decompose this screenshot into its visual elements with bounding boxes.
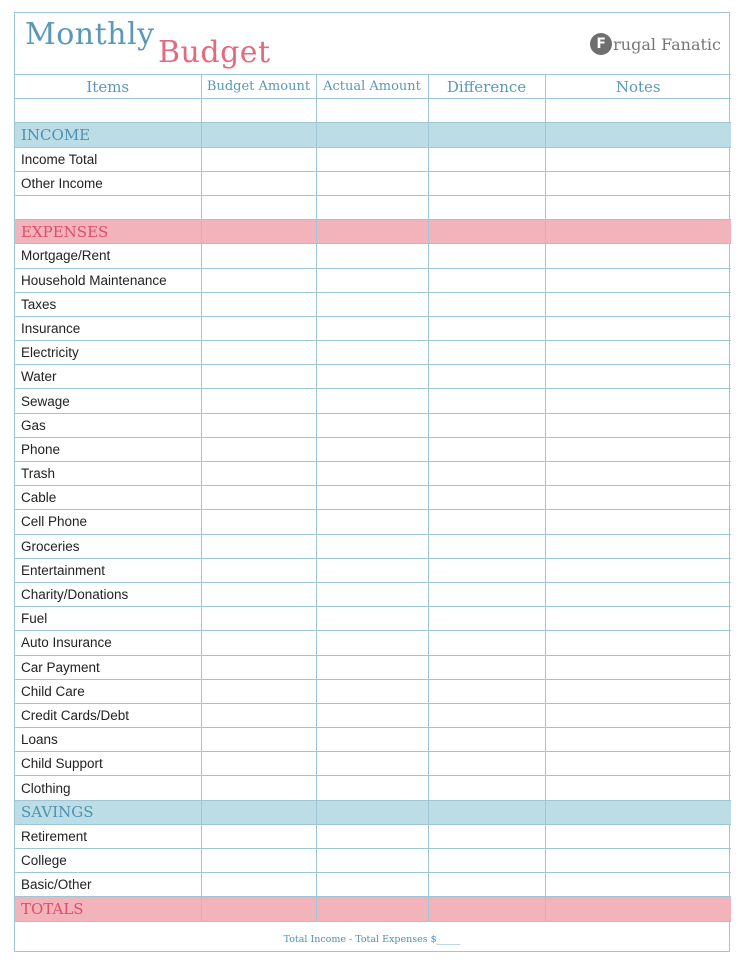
entry-cell[interactable] — [201, 631, 316, 655]
sheet-header — [15, 13, 729, 75]
row-label: SAVINGS — [15, 800, 201, 824]
entry-cell[interactable] — [545, 679, 731, 703]
entry-cell[interactable] — [428, 244, 545, 268]
title-budget: Budget — [158, 35, 271, 70]
brand-name: rugal Fanatic — [613, 34, 721, 54]
entry-cell[interactable] — [428, 486, 545, 510]
entry-cell[interactable] — [201, 655, 316, 679]
table-row — [15, 365, 731, 389]
table-row — [15, 776, 731, 800]
entry-cell[interactable] — [545, 462, 731, 486]
entry-cell[interactable] — [428, 873, 545, 897]
entry-cell[interactable] — [545, 897, 731, 921]
entry-cell[interactable] — [545, 800, 731, 824]
row-label: Retirement — [15, 824, 201, 848]
table-row — [15, 728, 731, 752]
row-label: Household Maintenance — [15, 268, 201, 292]
table-body — [15, 99, 731, 921]
entry-cell[interactable] — [545, 316, 731, 340]
entry-cell[interactable] — [201, 534, 316, 558]
entry-cell[interactable] — [428, 897, 545, 921]
entry-cell[interactable] — [316, 752, 428, 776]
entry-cell[interactable] — [545, 195, 731, 219]
entry-cell[interactable] — [545, 752, 731, 776]
entry-cell[interactable] — [545, 607, 731, 631]
entry-cell[interactable] — [428, 99, 545, 123]
entry-cell[interactable] — [316, 703, 428, 727]
col-notes: Notes — [545, 75, 731, 99]
entry-cell[interactable] — [201, 607, 316, 631]
row-label: INCOME — [15, 123, 201, 147]
entry-cell[interactable] — [428, 703, 545, 727]
entry-cell[interactable] — [545, 268, 731, 292]
section-income — [15, 123, 731, 147]
entry-cell[interactable] — [201, 486, 316, 510]
entry-cell[interactable] — [428, 534, 545, 558]
table-row — [15, 437, 731, 461]
entry-cell[interactable] — [428, 728, 545, 752]
entry-cell[interactable] — [201, 341, 316, 365]
entry-cell[interactable] — [201, 800, 316, 824]
entry-cell[interactable] — [545, 413, 731, 437]
entry-cell[interactable] — [316, 655, 428, 679]
row-label: Fuel — [15, 607, 201, 631]
entry-cell[interactable] — [316, 897, 428, 921]
table-row — [15, 510, 731, 534]
table-row — [15, 486, 731, 510]
entry-cell[interactable] — [545, 437, 731, 461]
row-label: Credit Cards/Debt — [15, 703, 201, 727]
row-label: Loans — [15, 728, 201, 752]
row-label: Water — [15, 365, 201, 389]
section-savings — [15, 800, 731, 824]
entry-cell[interactable] — [316, 849, 428, 873]
row-label: Groceries — [15, 534, 201, 558]
row-label: Cell Phone — [15, 510, 201, 534]
entry-cell[interactable] — [545, 171, 731, 195]
entry-cell[interactable] — [545, 486, 731, 510]
section-expenses — [15, 220, 731, 244]
table-row — [15, 268, 731, 292]
table-row — [15, 752, 731, 776]
section-totals — [15, 897, 731, 921]
entry-cell[interactable] — [545, 341, 731, 365]
row-label: Charity/Donations — [15, 582, 201, 606]
entry-cell[interactable] — [201, 582, 316, 606]
table-row — [15, 631, 731, 655]
entry-cell[interactable] — [428, 268, 545, 292]
entry-cell[interactable] — [428, 631, 545, 655]
entry-cell[interactable] — [201, 292, 316, 316]
entry-cell[interactable] — [316, 413, 428, 437]
entry-cell[interactable] — [545, 292, 731, 316]
col-actual-amount: Actual Amount — [316, 75, 428, 99]
entry-cell[interactable] — [428, 607, 545, 631]
budget-sheet — [14, 12, 730, 952]
entry-cell[interactable] — [201, 462, 316, 486]
table-row — [15, 244, 731, 268]
entry-cell[interactable] — [428, 558, 545, 582]
entry-cell[interactable] — [201, 897, 316, 921]
row-label: College — [15, 849, 201, 873]
table-row — [15, 824, 731, 848]
row-label — [15, 195, 201, 219]
entry-cell[interactable] — [201, 437, 316, 461]
entry-cell[interactable] — [428, 800, 545, 824]
entry-cell[interactable] — [316, 316, 428, 340]
entry-cell[interactable] — [545, 558, 731, 582]
table-row — [15, 341, 731, 365]
brand-logo — [590, 33, 721, 55]
entry-cell[interactable] — [428, 316, 545, 340]
entry-cell[interactable] — [316, 123, 428, 147]
entry-cell[interactable] — [428, 582, 545, 606]
row-label: Entertainment — [15, 558, 201, 582]
entry-cell[interactable] — [428, 510, 545, 534]
entry-cell[interactable] — [545, 147, 731, 171]
entry-cell[interactable] — [428, 389, 545, 413]
row-label: Cable — [15, 486, 201, 510]
entry-cell[interactable] — [316, 195, 428, 219]
entry-cell[interactable] — [545, 123, 731, 147]
entry-cell[interactable] — [316, 558, 428, 582]
table-row — [15, 171, 731, 195]
entry-cell[interactable] — [428, 752, 545, 776]
entry-cell[interactable] — [545, 365, 731, 389]
entry-cell[interactable] — [428, 679, 545, 703]
entry-cell[interactable] — [316, 389, 428, 413]
entry-cell[interactable] — [316, 510, 428, 534]
table-row — [15, 655, 731, 679]
entry-cell[interactable] — [316, 534, 428, 558]
row-label: Sewage — [15, 389, 201, 413]
table-row — [15, 558, 731, 582]
entry-cell[interactable] — [316, 341, 428, 365]
row-label: Gas — [15, 413, 201, 437]
table-row — [15, 582, 731, 606]
brand-circle-icon: F — [590, 33, 612, 55]
entry-cell[interactable] — [201, 195, 316, 219]
title-monthly: Monthly — [25, 17, 155, 52]
entry-cell[interactable] — [428, 462, 545, 486]
entry-cell[interactable] — [545, 534, 731, 558]
entry-cell[interactable] — [316, 631, 428, 655]
entry-cell[interactable] — [201, 147, 316, 171]
entry-cell[interactable] — [201, 679, 316, 703]
table-row — [15, 147, 731, 171]
row-label: Car Payment — [15, 655, 201, 679]
entry-cell[interactable] — [545, 582, 731, 606]
entry-cell[interactable] — [201, 510, 316, 534]
entry-cell[interactable] — [201, 268, 316, 292]
entry-cell[interactable] — [545, 389, 731, 413]
table-row — [15, 292, 731, 316]
entry-cell[interactable] — [201, 558, 316, 582]
entry-cell[interactable] — [316, 292, 428, 316]
entry-cell[interactable] — [428, 824, 545, 848]
table-row — [15, 607, 731, 631]
entry-cell[interactable] — [316, 824, 428, 848]
entry-cell[interactable] — [316, 220, 428, 244]
entry-cell[interactable] — [201, 776, 316, 800]
entry-cell[interactable] — [201, 824, 316, 848]
entry-cell[interactable] — [316, 171, 428, 195]
entry-cell[interactable] — [201, 220, 316, 244]
table-row — [15, 534, 731, 558]
entry-cell[interactable] — [316, 486, 428, 510]
footer-formula: Total Income - Total Expenses $_____ — [283, 933, 461, 945]
col-difference: Difference — [428, 75, 545, 99]
budget-table — [15, 74, 731, 922]
entry-cell[interactable] — [316, 776, 428, 800]
entry-cell[interactable] — [545, 510, 731, 534]
table-row — [15, 679, 731, 703]
entry-cell[interactable] — [428, 437, 545, 461]
entry-cell[interactable] — [428, 171, 545, 195]
entry-cell[interactable] — [316, 679, 428, 703]
entry-cell[interactable] — [201, 728, 316, 752]
row-label: Electricity — [15, 341, 201, 365]
table-row — [15, 316, 731, 340]
entry-cell[interactable] — [545, 244, 731, 268]
entry-cell[interactable] — [545, 849, 731, 873]
table-row — [15, 703, 731, 727]
entry-cell[interactable] — [201, 99, 316, 123]
col-budget-amount: Budget Amount — [201, 75, 316, 99]
entry-cell[interactable] — [428, 776, 545, 800]
entry-cell[interactable] — [428, 292, 545, 316]
entry-cell[interactable] — [545, 728, 731, 752]
column-header-row — [15, 75, 731, 99]
entry-cell[interactable] — [201, 389, 316, 413]
entry-cell[interactable] — [201, 849, 316, 873]
entry-cell[interactable] — [428, 195, 545, 219]
col-items: Items — [15, 75, 201, 99]
entry-cell[interactable] — [316, 800, 428, 824]
table-row — [15, 389, 731, 413]
entry-cell[interactable] — [316, 437, 428, 461]
entry-cell[interactable] — [545, 631, 731, 655]
table-row — [15, 849, 731, 873]
entry-cell[interactable] — [545, 99, 731, 123]
entry-cell[interactable] — [428, 365, 545, 389]
row-label: Clothing — [15, 776, 201, 800]
entry-cell[interactable] — [316, 268, 428, 292]
row-label: Trash — [15, 462, 201, 486]
entry-cell[interactable] — [201, 413, 316, 437]
row-label: Basic/Other — [15, 873, 201, 897]
row-label: Mortgage/Rent — [15, 244, 201, 268]
entry-cell[interactable] — [545, 220, 731, 244]
entry-cell[interactable] — [316, 462, 428, 486]
row-label: EXPENSES — [15, 220, 201, 244]
blank-row — [15, 99, 731, 123]
entry-cell[interactable] — [201, 703, 316, 727]
entry-cell[interactable] — [316, 582, 428, 606]
row-label — [15, 99, 201, 123]
entry-cell[interactable] — [428, 655, 545, 679]
entry-cell[interactable] — [428, 413, 545, 437]
entry-cell[interactable] — [428, 341, 545, 365]
entry-cell[interactable] — [545, 703, 731, 727]
entry-cell[interactable] — [316, 728, 428, 752]
row-label: Insurance — [15, 316, 201, 340]
blank-row — [15, 195, 731, 219]
entry-cell[interactable] — [201, 873, 316, 897]
entry-cell[interactable] — [428, 123, 545, 147]
entry-cell[interactable] — [201, 316, 316, 340]
table-row — [15, 873, 731, 897]
row-label: Auto Insurance — [15, 631, 201, 655]
entry-cell[interactable] — [545, 776, 731, 800]
entry-cell[interactable] — [545, 824, 731, 848]
row-label: Child Care — [15, 679, 201, 703]
entry-cell[interactable] — [201, 752, 316, 776]
entry-cell[interactable] — [316, 873, 428, 897]
entry-cell[interactable] — [201, 365, 316, 389]
row-label: Income Total — [15, 147, 201, 171]
entry-cell[interactable] — [201, 123, 316, 147]
entry-cell[interactable] — [545, 873, 731, 897]
row-label: Child Support — [15, 752, 201, 776]
entry-cell[interactable] — [316, 99, 428, 123]
entry-cell[interactable] — [316, 147, 428, 171]
entry-cell[interactable] — [201, 244, 316, 268]
entry-cell[interactable] — [316, 365, 428, 389]
entry-cell[interactable] — [428, 849, 545, 873]
table-row — [15, 413, 731, 437]
table-row — [15, 462, 731, 486]
row-label: Taxes — [15, 292, 201, 316]
entry-cell[interactable] — [545, 655, 731, 679]
entry-cell[interactable] — [428, 220, 545, 244]
entry-cell[interactable] — [428, 147, 545, 171]
entry-cell[interactable] — [316, 607, 428, 631]
row-label: Phone — [15, 437, 201, 461]
row-label: Other Income — [15, 171, 201, 195]
entry-cell[interactable] — [316, 244, 428, 268]
row-label: TOTALS — [15, 897, 201, 921]
entry-cell[interactable] — [201, 171, 316, 195]
